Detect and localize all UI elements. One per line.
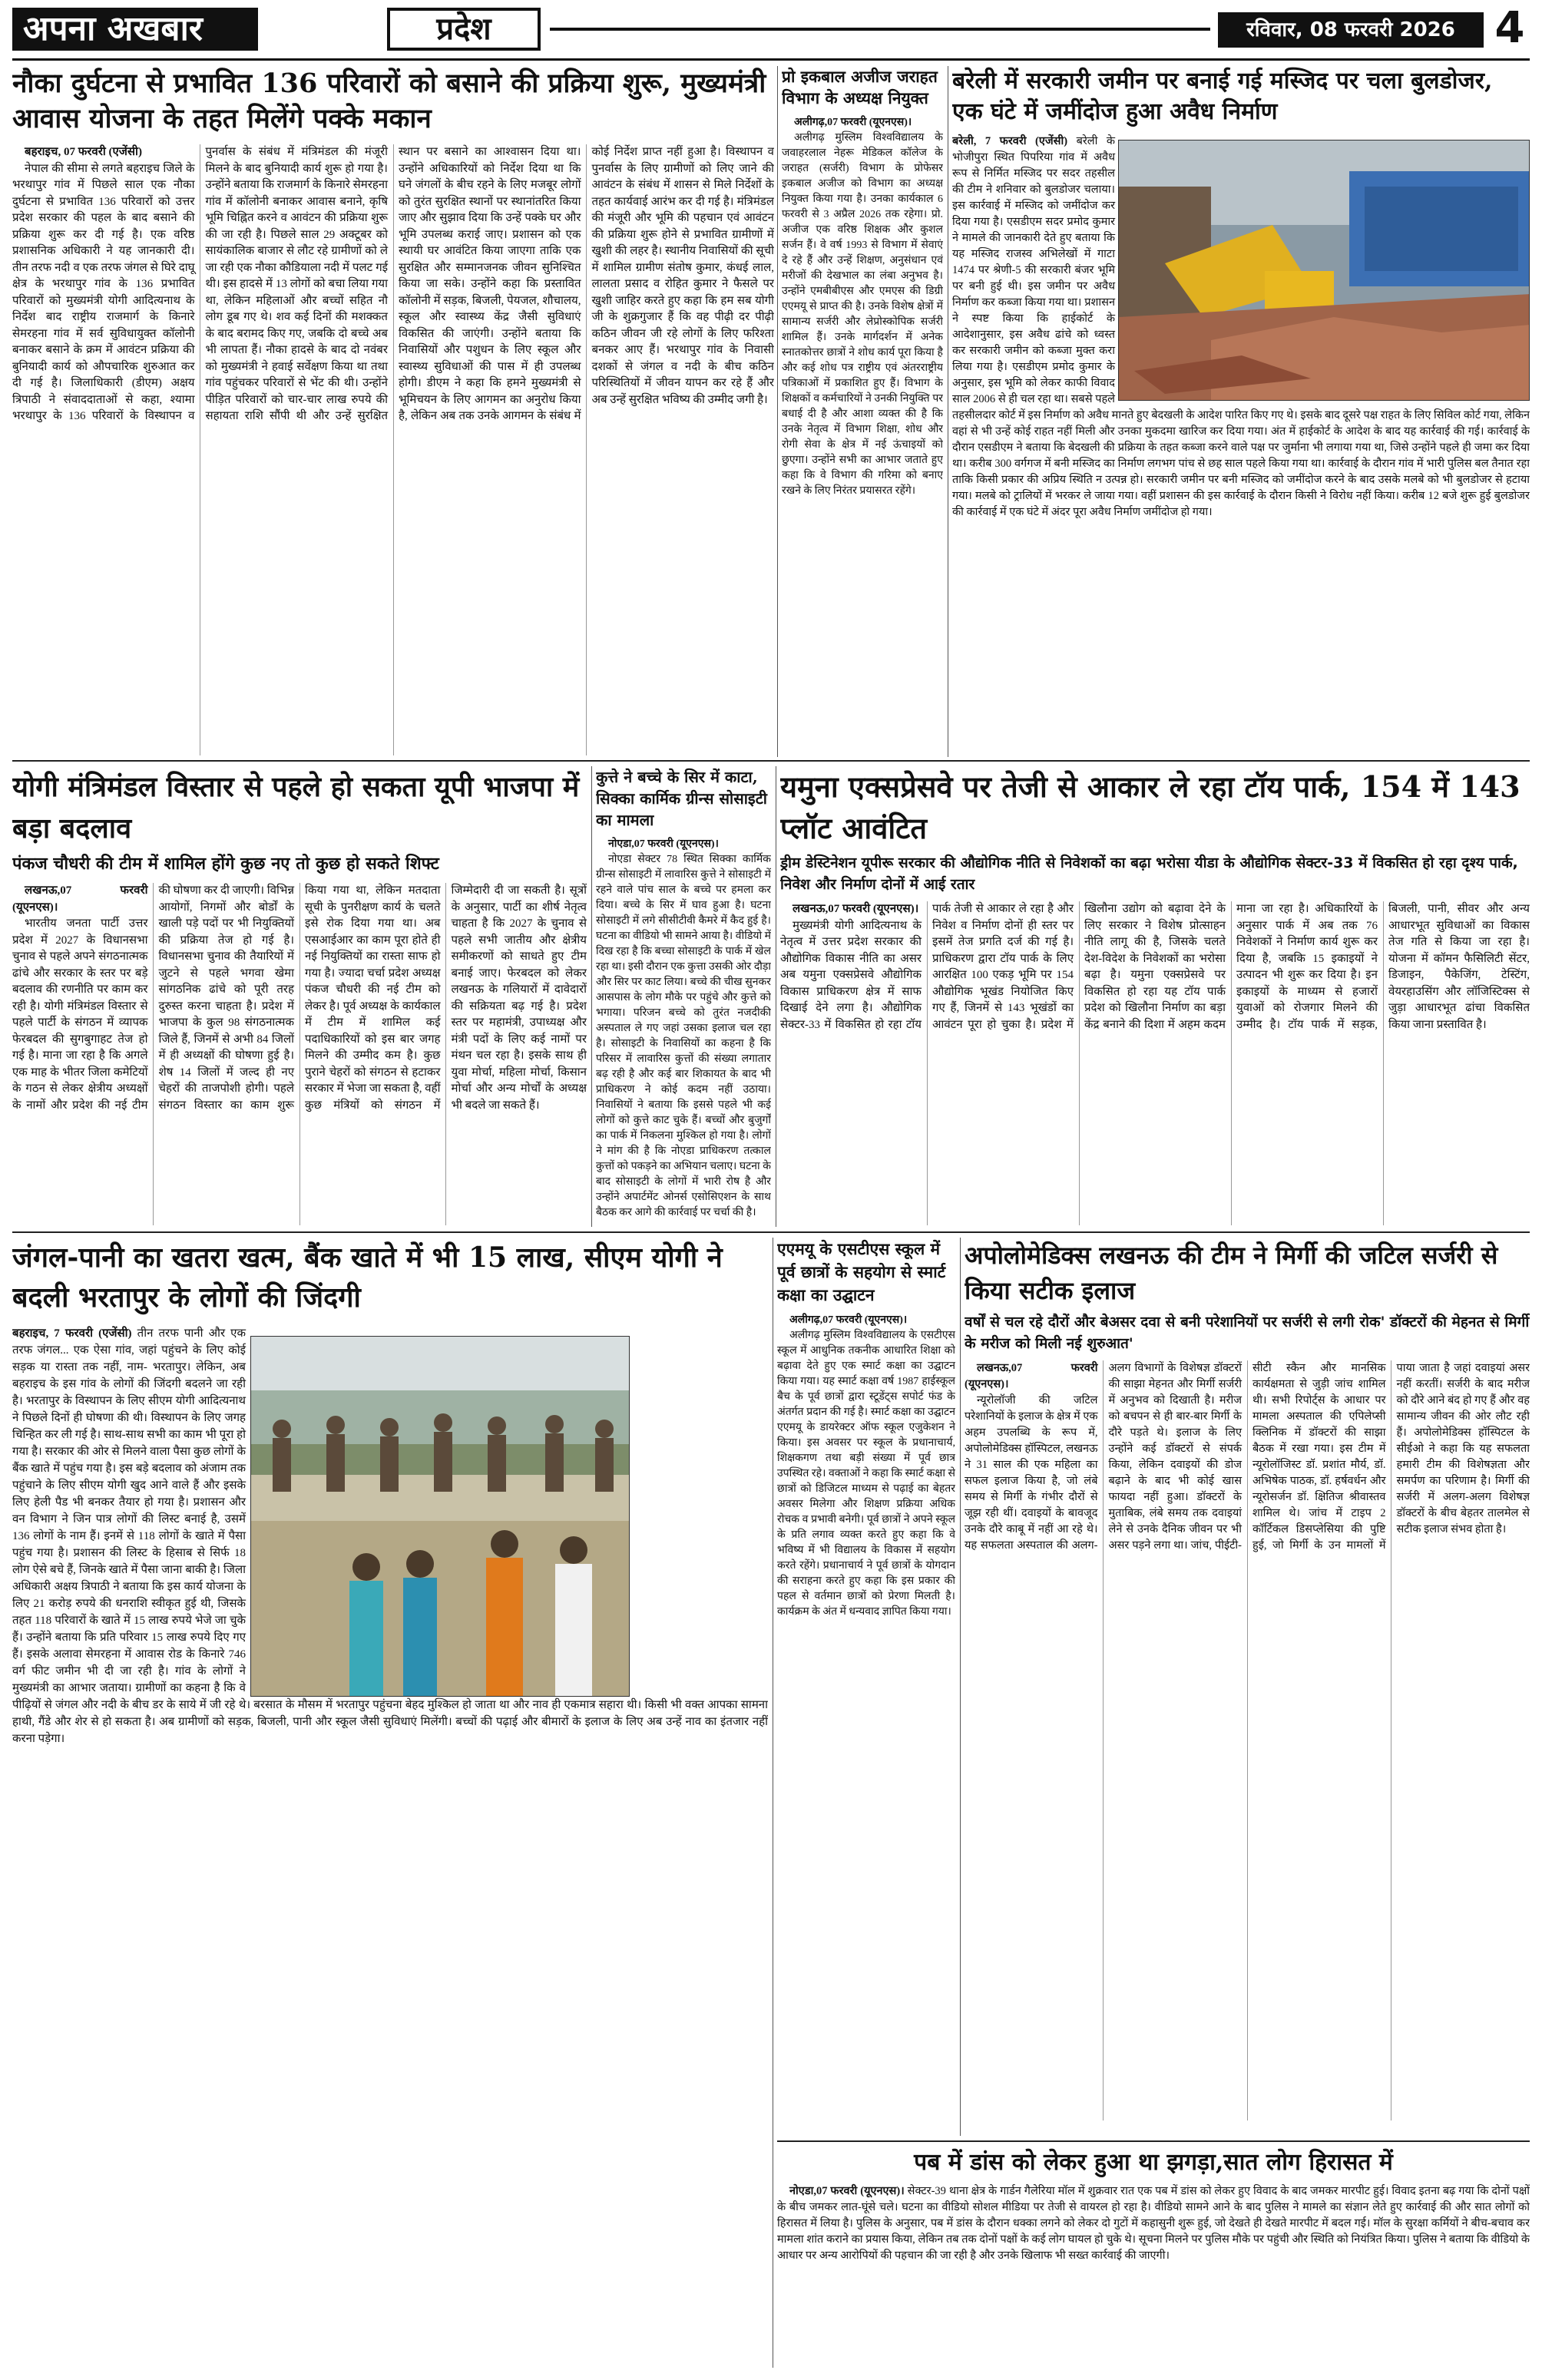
dateline: लखनऊ,07 फरवरी (यूएनएस)। bbox=[965, 1362, 1098, 1390]
masthead-rule bbox=[12, 58, 1530, 61]
headline: नौका दुर्घटना से प्रभावित 136 परिवारों को बसाने की प्रक्रिया शुरू, मुख्यमंत्री आवास योजना के तहत मिलेंगे पक्के मकान bbox=[12, 68, 766, 134]
story-professor-appointment bbox=[782, 66, 943, 757]
dateline: लखनऊ,07 फरवरी (यूएनएस)। bbox=[12, 884, 148, 914]
article-body bbox=[12, 883, 587, 1225]
story-dog-bite bbox=[596, 766, 771, 1227]
article-body bbox=[965, 1360, 1530, 2121]
article-text: मुख्यमंत्री योगी आदित्यनाथ के नेतृत्व में उत्तर प्रदेश सरकार की औद्योगिक विकास नीति का असर अब यमुना एक्सप्रेसवे औद्योगिक विकास प्राधिकरण क्षेत्र में साफ दिखाई देने लगा है। औद्योगिक सेक्टर-33 में विकसित हो रहा टॉय पार्क तेजी से आकार ले रहा है और निवेश व निर्माण दोनों ही स्तर पर इसमें तेज प्रगति दर्ज की गई है। प्राधिकरण द्वारा टॉय पार्क के लिए आरक्षित 100 एकड़ भूमि पर 154 औद्योगिक भूखंड नियोजित किए गए हैं, जिनमें से 143 भूखंडों का आवंटन पूरा हो चुका है। प्रदेश में खिलौना उद्योग को बढ़ावा देने के लिए सरकार ने विशेष प्रोत्साहन नीति लागू की है, जिसके चलते देश-विदेश के निवेशकों का भरोसा बढ़ा है। यमुना एक्सप्रेसवे पर विकसित हो रहा यह टॉय पार्क प्रदेश को खिलौना निर्माण का बड़ा केंद्र बनाने की दिशा में अहम कदम माना जा रहा है। अधिकारियों के अनुसार पार्क में अब तक 76 निवेशकों ने निर्माण कार्य शुरू कर दिया है, जबकि 15 इकाइयों ने उत्पादन भी शुरू कर दिया है। इन इकाइयों के माध्यम से हजारों युवाओं को रोजगार मिलने की उम्मीद है। टॉय पार्क में सड़क, बिजली, पानी, सीवर और अन्य आधारभूत सुविधाओं का विकास तेज गति से किया जा रहा है। योजना में कॉमन फैसिलिटी सेंटर, डिजाइन, पैकेजिंग, टेस्टिंग, वेयरहाउसिंग और लॉजिस्टिक्स से जुड़ा आधारभूत ढांचा विकसित किया जाना प्रस्तावित है। bbox=[780, 903, 1530, 1031]
article-text: नोएडा सेक्टर 78 स्थित सिक्का कार्मिक ग्रीन्स सोसाइटी में लावारिस कुत्ते ने सोसाइटी में रहने वाले पांच साल के बच्चे पर हमला कर दिया। बच्चे के सिर में घाव हुआ है। घटना सोसाइटी में लगे सीसीटीवी कैमरे में कैद हुई है। घटना का वीडियो भी सामने आया है। वीडियो में दिख रहा है कि बच्चा सोसाइटी के पार्क में खेल रहा था। इसी दौरान एक कुत्ता उसकी ओर दौड़ा और सिर पर काट लिया। बच्चे की चीख सुनकर आसपास के लोग मौके पर पहुंचे और कुत्ते को भगाया। परिजन बच्चे को तुरंत नजदीकी अस्पताल ले गए जहां उसका इलाज चल रहा है। सोसाइटी के निवासियों का कहना है कि परिसर में लावारिस कुत्तों की संख्या लगातार बढ़ रही है और कई बार शिकायत के बाद भी प्राधिकरण ने कोई कदम नहीं उठाया। निवासियों ने बताया कि इससे पहले भी कई लोगों को कुत्ते काट चुके हैं। बच्चों और बुजुर्गों का पार्क में निकलना मुश्किल हो गया है। लोगों ने मांग की है कि नोएडा प्राधिकरण तत्काल कुत्तों को पकड़ने का अभियान चलाए। घटना के बाद सोसाइटी के लोगों में भारी रोष है और उन्होंने अपार्टमेंट ओनर्स एसोसिएशन के साथ बैठक कर आगे की कार्रवाई पर चर्चा की है। bbox=[596, 854, 771, 1218]
subheadline: पंकज चौधरी की टीम में शामिल होंगे कुछ नए तो कुछ हो सकते शिफ्ट bbox=[12, 854, 439, 874]
dateline: लखनऊ,07 फरवरी (यूएनएस)। bbox=[793, 903, 919, 915]
dateline: नोएडा,07 फरवरी (यूएनएस)। bbox=[608, 838, 719, 850]
headline: प्रो इकबाल अजीज जराहत विभाग के अध्यक्ष नियुक्त bbox=[782, 67, 938, 107]
section-rule bbox=[12, 1231, 1530, 1233]
article-body bbox=[782, 115, 943, 729]
headline: यमुना एक्सप्रेसवे पर तेजी से आकार ले रहा टॉय पार्क, 154 में 143 प्लॉट आवंटित bbox=[780, 769, 1520, 845]
article-text: तीन तरफ पानी और एक तरफ जंगल... एक ऐसा गांव, जहां पहुंचने के लिए कोई सड़क या रास्ता तक नहीं, नाम- भरतापुर। लेकिन, अब बहराइच के इस गांव के लोगों की जिंदगी बदलने जा रही है। भरतापुर के विस्थापन के लिए सीएम योगी आदित्यनाथ ने पिछले दिनों ही घोषणा की थी। विस्थापन के लिए जगह चिन्हित कर ली गई है। साथ-साथ सभी का काम भी पूरा हो गया है। सरकार की ओर से मिलने वाला पैसा कुछ लोगों के बैंक खाते में पहुंच गया है। इस बड़े बदलाव को अंजाम तक पहुंचाने के लिए सीएम योगी खुद आने वाले हैं और इसके लिए हेली पैड भी बनकर तैयार हो गया है। प्रशासन और वन विभाग ने जिन पात्र लोगों की लिस्ट बनाई है, उसमें 136 लोगों के नाम हैं। इनमें से 118 लोगों के खाते में पैसा पहुंच गया है। प्रशासन की लिस्ट के हिसाब से सिर्फ 18 लोग ऐसे बचे हैं, जिनके खाते में पैसा जाना बाकी है। जिला अधिकारी अक्षय त्रिपाठी ने बताया कि इस कार्य योजना के लिए 21 करोड़ रुपये की धनराशि स्वीकृत हुई थी, जिसके तहत 118 परिवारों के खाते में 15 लाख रुपये भेजे जा चुके हैं। उन्होंने बताया कि प्रति परिवार 15 लाख रुपये दिए गए हैं। इसके अलावा सेमरहना में आवास रोड के किनारे 746 वर्ग फीट जमीन भी दी जा रही है। गांव के लोगों ने मुख्यमंत्री का आभार जताया। ग्रामीणों का कहना है कि वे पीढ़ियों से जंगल और नदी के बीच डर के साये में जी रहे थे। बरसात के मौसम में भरतापुर पहुंचना बेहद मुश्किल हो जाता था और नाव ही एकमात्र सहारा थी। किसी भी वक्त आपका सामना हाथी, गैंडे और शेर से हो सकता है। अब ग्रामीणों को सड़क, बिजली, पानी और स्कूल जैसी सुविधाएं मिलेंगी। बच्चों की पढ़ाई और बीमारों के इलाज के लिए अब उन्हें नाव का इंतजार नहीं करना पड़ेगा। bbox=[12, 1327, 768, 1745]
article-text: सेक्टर-39 थाना क्षेत्र के गार्डन गैलेरिया मॉल में शुक्रवार रात एक पब में डांस को लेकर हुए विवाद के बाद जमकर मारपीट हुई। विवाद इतना बढ़ गया कि दोनों पक्षों के बीच जमकर लात-घूंसे चले। घटना का वीडियो सोशल मीडिया पर तेजी से वायरल हो रहा है। वीडियो सामने आने के बाद पुलिस ने मामले का संज्ञान लेते हुए कार्रवाई की और सात लोगों को हिरासत में लिया है। पुलिस के अनुसार, पब में डांस के दौरान धक्का लगने को लेकर दो गुटों में कहासुनी शुरू हुई, जो देखते ही देखते मारपीट में बदल गई। मॉल के सुरक्षा कर्मियों ने बीच-बचाव कर मामला शांत कराने का प्रयास किया, लेकिन तब तक दोनों पक्षों के कई लोग घायल हो चुके थे। सूचना मिलने पर पुलिस मौके पर पहुंची और स्थिति को नियंत्रित किया। पुलिस ने बताया कि वीडियो के आधार पर अन्य आरोपियों की पहचान की जा रही है और उनके खिलाफ भी सख्त कार्रवाई की जाएगी। bbox=[777, 2185, 1530, 2262]
subheadline: वर्षों से चल रहे दौरों और बेअसर दवा से बनी परेशानियों पर सर्जरी से लगी रोक' डॉक्टरों की मेहनत से मिर्गी के मरीज को मिली नई शुरुआत' bbox=[965, 1314, 1530, 1352]
article-body bbox=[780, 901, 1530, 1225]
headline: बरेली में सरकारी जमीन पर बनाई गई मस्जिद पर चला बुलडोजर, एक घंटे में जमींदोज हुआ अवैध निर्माण bbox=[952, 68, 1493, 125]
article-body bbox=[596, 837, 771, 1221]
story-pub-fight bbox=[777, 2147, 1530, 2368]
article-body bbox=[777, 1313, 955, 2127]
headline: जंगल-पानी का खतरा खत्म, बैंक खाते में भी 15 लाख, सीएम योगी ने बदली भरतापुर के लोगों की जिंदगी bbox=[12, 1241, 723, 1314]
article-text: अलीगढ़ मुस्लिम विश्वविद्यालय के एसटीएस स्कूल में आधुनिक तकनीक आधारित शिक्षा को बढ़ावा देते हुए एक स्मार्ट कक्षा का उद्घाटन किया गया। यह स्मार्ट कक्षा वर्ष 1987 हाईस्कूल बैच के पूर्व छात्रों द्वारा स्टूडेंट्स सपोर्ट फंड के अंतर्गत प्रदान की गई है। स्मार्ट कक्षा का उद्घाटन एएमयू के डायरेक्टर ऑफ स्कूल एजुकेशन ने किया। इस अवसर पर स्कूल के प्रधानाचार्य, शिक्षकगण तथा बड़ी संख्या में पूर्व छात्र उपस्थित रहे। वक्ताओं ने कहा कि स्मार्ट कक्षा से छात्रों को डिजिटल माध्यम से पढ़ाई का बेहतर अवसर मिलेगा और शिक्षण प्रक्रिया अधिक रोचक व प्रभावी बनेगी। पूर्व छात्रों ने अपने स्कूल के प्रति लगाव व्यक्त करते हुए कहा कि वे भविष्य में भी विद्यालय के विकास में सहयोग करते रहेंगे। प्रधानाचार्य ने पूर्व छात्रों के योगदान की सराहना करते हुए कहा कि इस प्रकार की पहल से वर्तमान छात्रों को प्रेरणा मिलती है। कार्यक्रम के अंत में धन्यवाद ज्ञापित किया गया। bbox=[777, 1330, 955, 1618]
article-text: नेपाल की सीमा से लगते बहराइच जिले के भरथापुर गांव में पिछले साल एक नौका दुर्घटना से प्रभावित 136 परिवारों को उत्तर प्रदेश सरकार की पहल के बाद बसाने की प्रक्रिया शुरू कर दी गई है। एक वरिष्ठ प्रशासनिक अधिकारी ने यह जानकारी दी। तीन तरफ नदी व एक तरफ जंगल से घिरे दाघू क्षेत्र के भरथापुर गांव के 136 प्रभावित परिवारों को मुख्यमंत्री योगी आदित्यनाथ के निर्देश बाद राष्ट्रीय राजमार्ग के किनारे सेमरहना गांव में सर्व सुविधायुक्त कॉलोनी बनाकर बसाने के क्रम में आवंटन प्रक्रिया की बुनियादी कार्य को औपचारिक शुरुआत कर दी गई है। जिलाधिकारी (डीएम) अक्षय त्रिपाठी ने संवाददाताओं से कहा, श्यामा भरथापुर के 136 परिवारों के विस्थापन व पुनर्वास के संबंध में मंत्रिमंडल की मंजूरी मिलने के बाद बुनियादी कार्य शुरू हो गया है। उन्होंने बताया कि राजमार्ग के किनारे सेमरहना गांव में कॉलोनी बनाकर आवास बनाने, कृषि भूमि चिह्नित करने व आवंटन की प्रक्रिया शुरू की जा रही है। पिछले साल 29 अक्टूबर को सायंकालिक बाजार से लौट रहे ग्रामीणों को ले जा रही एक नौका कौडियाला नदी में पलट गई थी। इस हादसे में 13 लोगों को बचा लिया गया था, लेकिन महिलाओं और बच्चों सहित नौ लोग डूब गए थे। शव कई दिनों की मशक्कत के बाद बरामद किए गए, जबकि दो बच्चे अब भी लापता हैं। नौका हादसे के बाद दो नवंबर को मुख्यमंत्री ने हवाई सर्वेक्षण किया था तथा गांव पहुंचकर परिवारों से भेंट की थी। उन्होंने पीड़ित परिवारों को चार-चार लाख रुपये की सहायता राशि सौंपी थी और उन्हें सुरक्षित स्थान पर बसाने का आश्वासन दिया था। उन्होंने अधिकारियों को निर्देश दिया था कि घने जंगलों के बीच रहने के लिए मजबूर लोगों को तुरंत सुरक्षित स्थानों पर स्थानांतरित किया जाए और सुझाव दिया कि उन्हें पक्के घर और भूमि उपलब्ध कराई जाए। प्रशासन को एक स्थायी घर आवंटित किया जाएगा ताकि एक सुरक्षित और सम्मानजनक जीवन सुनिश्चित किया जा सके। उन्होंने कहा कि प्रस्तावित कॉलोनी में सड़क, बिजली, पेयजल, शौचालय, स्कूल और स्वास्थ्य केंद्र जैसी सुविधाएं विकसित की जाएंगी। उन्होंने बताया कि निवासियों और पशुधन के लिए स्कूल और स्वास्थ्य सुविधाओं की पास में ही उपलब्ध होगी। डीएम ने कहा कि हमने मुख्यमंत्री से भूमिचयन के लिए आगमन का अनुरोध किया है, लेकिन अब तक उनके आगमन के संबंध में कोई निर्देश प्राप्त नहीं हुआ है। विस्थापन व पुनर्वास के लिए ग्रामीणों को लिए जाने की आवंटन के संबंध में शासन से मिले निर्देशों के तहत कार्यवाई आरंभ कर दी गई है। मंत्रिमंडल की मंजूरी और भूमि की पहचान एवं आवंटन की प्रक्रिया शुरू होने से प्रभावित ग्रामीणों में खुशी की लहर है। स्थानीय निवासियों की सूची में शामिल ग्रामीण संतोष कुमार, कंधई लाल, लालता प्रसाद व रोहित कुमार ने फैसले पर खुशी जाहिर करते हुए कहा कि हम सब योगी जी के शुक्रगुजार हैं कि वह पीढ़ी दर पीढ़ी कठिन जीवन जी रहे लोगों के लिए फरिश्ता बनकर आए हैं। भरथापुर गांव के निवासी दशकों से जंगल व नदी के बीच कठिन परिस्थितियों में जीवन यापन कर रहे हैं और अब उन्हें सुरक्षित भविष्य की उम्मीद जगी है। bbox=[12, 146, 774, 422]
headline: अपोलोमेडिक्स लखनऊ की टीम ने मिर्गी की जटिल सर्जरी से किया सटीक इलाज bbox=[965, 1241, 1498, 1305]
article-body bbox=[12, 144, 774, 755]
dateline: अलीगढ़,07 फरवरी (यूएनएस)। bbox=[789, 1314, 908, 1326]
column-divider bbox=[591, 766, 592, 1227]
story-bjp-reshuffle bbox=[12, 766, 587, 1227]
story-toy-park bbox=[780, 766, 1530, 1227]
issue-date: रविवार, 08 फरवरी 2026 bbox=[1218, 12, 1484, 48]
story-bharatapur-village bbox=[12, 1238, 768, 2368]
headline: कुत्ते ने बच्चे के सिर में काटा, सिक्का कार्मिक ग्रीन्स सोसाइटी का मामला bbox=[596, 768, 767, 829]
story-boat-accident bbox=[12, 66, 774, 757]
headline: योगी मंत्रिमंडल विस्तार से पहले हो सकता यूपी भाजपा में बड़ा बदलाव bbox=[12, 771, 580, 845]
article-text: न्यूरोलॉजी की जटिल परेशानियों के इलाज के क्षेत्र में एक अहम उपलब्धि के रूप में, अपोलोमेडिक्स हॉस्पिटल, लखनऊ ने 31 साल की एक महिला का सफल इलाज किया है, जो लंबे समय से मिर्गी के गंभीर दौरों से जूझ रही थीं। दवाइयों के बावजूद उनके दौरे काबू में नहीं आ रहे थे। यह सफलता अस्पताल की अलग-अलग विभागों के विशेषज्ञ डॉक्टरों की साझा मेहनत और मिर्गी सर्जरी में अनुभव को दिखाती है। मरीज को बचपन से ही बार-बार मिर्गी के दौरे पड़ते थे। इलाज के लिए उन्होंने कई डॉक्टरों से संपर्क किया, लेकिन दवाइयों की डोज बढ़ाने के बाद भी कोई खास फायदा नहीं हुआ। डॉक्टरों के मुताबिक, लंबे समय तक दवाइयां लेने से उनके दैनिक जीवन पर भी असर पड़ने लगा था। जांच, पीईटी-सीटी स्कैन और मानसिक कार्यक्षमता से जुड़ी जांच शामिल थी। सभी रिपोर्ट्स के आधार पर मामला अस्पताल की एपिलेप्सी क्लिनिक में डॉक्टरों की साझा बैठक में रखा गया। इस टीम में न्यूरोलॉजिस्ट डॉ. प्रशांत मौर्य, डॉ. अभिषेक पाठक, डॉ. हर्षवर्धन और न्यूरोसर्जन डॉ. क्षितिज श्रीवास्तव शामिल थे। जांच में टाइप 2 कॉर्टिकल डिसप्लेसिया की पुष्टि हुई, जो मिर्गी के उन मामलों में पाया जाता है जहां दवाइयां असर नहीं करतीं। सर्जरी के बाद मरीज को दौरे आने बंद हो गए हैं और वह सामान्य जीवन की ओर लौट रही हैं। अपोलोमेडिक्स हॉस्पिटल के सीईओ ने कहा कि यह सफलता हमारी टीम की विशेषज्ञता और समर्पण का परिणाम है। मिर्गी की सर्जरी में अलग-अलग विशेषज्ञ डॉक्टरों के बीच बेहतर तालमेल से सटीक इलाज संभव होता है। bbox=[965, 1362, 1530, 1552]
article-body bbox=[777, 2183, 1530, 2362]
demolition-scene-image bbox=[1119, 140, 1530, 401]
headline: एएमयू के एसटीएस स्कूल में पूर्व छात्रों के सहयोग से स्मार्ट कक्षा का उद्घाटन bbox=[777, 1239, 946, 1304]
villagers-scene-image bbox=[251, 1337, 630, 1697]
headline: पब में डांस को लेकर हुआ था झगड़ा,सात लोग हिरासत में bbox=[914, 2149, 1393, 2176]
column-divider bbox=[777, 66, 778, 757]
story-epilepsy-surgery bbox=[965, 1238, 1530, 2136]
article-text: भारतीय जनता पार्टी उत्तर प्रदेश में 2027 के विधानसभा चुनाव से पहले अपने संगठनात्मक ढांचे और सरकार के स्तर पर बड़े बदलाव की रणनीति पर काम कर रही है। योगी मंत्रिमंडल विस्तार से पहले पार्टी के संगठन में व्यापक फेरबदल की सुगबुगाहट तेज हो गई है। माना जा रहा है कि अगले एक माह के भीतर जिला कमेटियों के गठन से लेकर क्षेत्रीय अध्यक्षों के नामों और प्रदेश की नई टीम की घोषणा कर दी जाएगी। विभिन्न आयोगों, निगमों और बोर्डों के खाली पड़े पदों पर भी नियुक्तियों की प्रक्रिया तेज हो गई है। विधानसभा चुनाव की तैयारियों में जुटने से पहले भगवा खेमा सांगठनिक ढांचे को पूरी तरह दुरुस्त करना चाहता है। प्रदेश में भाजपा के कुल 98 संगठनात्मक जिले हैं, जिनमें से अभी 84 जिलों में ही अध्यक्षों की घोषणा हुई है। शेष 14 जिलों में जल्द ही नए चेहरों की ताजपोशी होगी। पहले संगठन विस्तार का काम शुरू किया गया था, लेकिन मतदाता सूची के पुनरीक्षण कार्य के चलते इसे रोक दिया गया था। अब एसआईआर का काम पूरा होते ही नई नियुक्तियों का रास्ता साफ हो गया है। ज्यादा चर्चा प्रदेश अध्यक्ष पंकज चौधरी की नई टीम को लेकर है। पूर्व अध्यक्ष के कार्यकाल में टीम में शामिल कई पदाधिकारियों को इस बार जगह मिलने की उम्मीद कम है। कुछ पुराने चेहरों को संगठन से हटाकर सरकार में भेजा जा सकता है, वहीं कुछ मंत्रियों को संगठन में जिम्मेदारी दी जा सकती है। सूत्रों के अनुसार, पार्टी का शीर्ष नेतृत्व चाहता है कि 2027 के चुनाव से पहले सभी जातीय और क्षेत्रीय समीकरणों को साधते हुए टीम बनाई जाए। फेरबदल को लेकर लखनऊ के गलियारों में दावेदारों की सक्रियता बढ़ गई है। प्रदेश स्तर पर महामंत्री, उपाध्यक्ष और मंत्री पदों के लिए कई नामों पर मंथन चल रहा है। इसके साथ ही युवा मोर्चा, महिला मोर्चा, किसान मोर्चा और अन्य मोर्चों के अध्यक्ष भी बदले जा सकते हैं। bbox=[12, 884, 587, 1112]
dateline: नोएडा,07 फरवरी (यूएनएस)। bbox=[789, 2185, 905, 2197]
section-label: प्रदेश bbox=[387, 8, 541, 51]
bulldozer-demolition-photo bbox=[1118, 140, 1530, 401]
page-number: 4 bbox=[1494, 3, 1525, 53]
article-text: बरेली के भोजीपुरा स्थित पिपरिया गांव में अवैध रूप से निर्मित मस्जिद पर सदर तहसील की टीम ने शनिवार को बुलडोजर चलाया। इस कार्रवाई में मस्जिद को जमींदोज कर दिया गया है। एसडीएम सदर प्रमोद कुमार ने मामले की जानकारी देते हुए बताया कि यह मस्जिद राजस्व अभिलेखों में गाटा 1474 पर श्रेणी-5 की सरकारी बंजर भूमि पर बनी हुई थी। इस जमीन पर अवैध निर्माण कर कब्जा किया गया था। प्रशासन ने स्पष्ट किया कि हाईकोर्ट के आदेशानुसार, इस अवैध ढांचे को ध्वस्त कर सरकारी जमीन को कब्जा मुक्त करा लिया गया है। एसडीएम प्रमोद कुमार के अनुसार, इस भूमि को लेकर काफी विवाद साल 2006 से ही चल रहा था। सबसे पहले तहसीलदार कोर्ट में इस निर्माण को अवैध मानते हुए बेदखली के आदेश पारित किए गए थे। इसके बाद दूसरे पक्ष राहत के लिए सिविल कोर्ट गया, लेकिन वहां से भी उन्हें कोई राहत नहीं मिली और उनका मुकदमा खारिज कर दिया गया। अंत में हाईकोर्ट के आदेश के बाद यह कार्रवाई की गई। कार्रवाई के दौरान एसडीएम ने बताया कि बेदखली की प्रक्रिया के तहत कब्जा करने वाले पक्ष पर जुर्माना भी लगाया गया था, जिसे उन्होंने पहले ही जमा कर दिया था। करीब 300 वर्गगज में बनी मस्जिद का निर्माण लगभग पांच से छह साल पहले किया गया था। कार्रवाई के दौरान गांव में भारी पुलिस बल तैनात रहा ताकि किसी प्रकार की अप्रिय स्थिति न उत्पन्न हो। सरकारी जमीन पर बनी मस्जिद को जमींदोज करने के बाद उसके मलबे को भी बुलडोजर से हटाया गया। मलबे को ट्रालियों में भरकर ले जाया गया। वहीं प्रशासन की इस कार्रवाई के दौरान किसी ने विरोध नहीं किया। करीब 12 बजे शुरू हुई बुलडोजर की कार्रवाई में एक घंटे में अंदर पूरा अवैध निर्माण जमींदोज हो गया। bbox=[952, 135, 1530, 518]
section-rule bbox=[12, 760, 1530, 762]
subheadline: ड्रीम डेस्टिनेशन यूपीरू सरकार की औद्योगिक नीति से निवेशकों का बढ़ा भरोसा यीडा के औद्योगिक सेक्टर-33 में विकसित हो रहा दृश्य पार्क, निवेश और निर्माण दोनों में आई रतार bbox=[780, 854, 1518, 893]
story-amu-smart-class bbox=[777, 1238, 955, 2136]
dateline: बहराइच, 07 फरवरी (एजेंसी) bbox=[25, 146, 142, 158]
dateline: बरेली, 7 फरवरी (एजेंसी) bbox=[952, 135, 1068, 147]
dateline: अलीगढ़,07 फरवरी (यूएनएस)। bbox=[794, 117, 912, 128]
story-bareilly-mosque bbox=[952, 66, 1530, 757]
column-divider bbox=[960, 1238, 961, 2136]
newspaper-brand: अपना अखबार bbox=[12, 8, 258, 51]
masthead-line bbox=[550, 28, 1210, 31]
section-rule bbox=[777, 2140, 1530, 2142]
masthead bbox=[12, 3, 1530, 55]
dateline: बहराइच, 7 फरवरी (एजेंसी) bbox=[12, 1327, 132, 1340]
villagers-meeting-photo bbox=[250, 1336, 630, 1697]
article-text: अलीगढ़ मुस्लिम विश्वविद्यालय के जवाहरलाल नेहरू मेडिकल कॉलेज के जराहत (सर्जरी) विभाग के प्रोफेसर इकबाल अजीज को विभाग का अध्यक्ष नियुक्त किया गया है। उनका कार्यकाल 6 फरवरी से 3 अप्रैल 2026 तक रहेगा। प्रो. अजीज एक वरिष्ठ शिक्षक और कुशल सर्जन हैं। वे वर्ष 1993 से विभाग में सेवाएं दे रहे हैं और उन्हें शिक्षण, अनुसंधान एवं मरीजों की देखभाल का लंबा अनुभव है। उन्होंने एमबीबीएस और एमएस की डिग्री एएमयू से प्राप्त की है। उनके विशेष क्षेत्रों में सामान्य सर्जरी और लेप्रोस्कोपिक सर्जरी शामिल हैं। उनके मार्गदर्शन में अनेक स्नातकोत्तर छात्रों ने शोध कार्य पूरा किया है और कई शोध पत्र राष्ट्रीय एवं अंतरराष्ट्रीय पत्रिकाओं में प्रकाशित हुए हैं। विभाग के शिक्षकों व कर्मचारियों ने उनकी नियुक्ति पर बधाई दी है और आशा व्यक्त की है कि उनके नेतृत्व में विभाग शिक्षा, शोध और रोगी सेवा के क्षेत्र में नई ऊंचाइयों को छुएगा। उन्होंने सभी का आभार जताते हुए कहा कि वे विभाग की गरिमा को बनाए रखने के लिए निरंतर प्रयासरत रहेंगे। bbox=[782, 132, 943, 497]
